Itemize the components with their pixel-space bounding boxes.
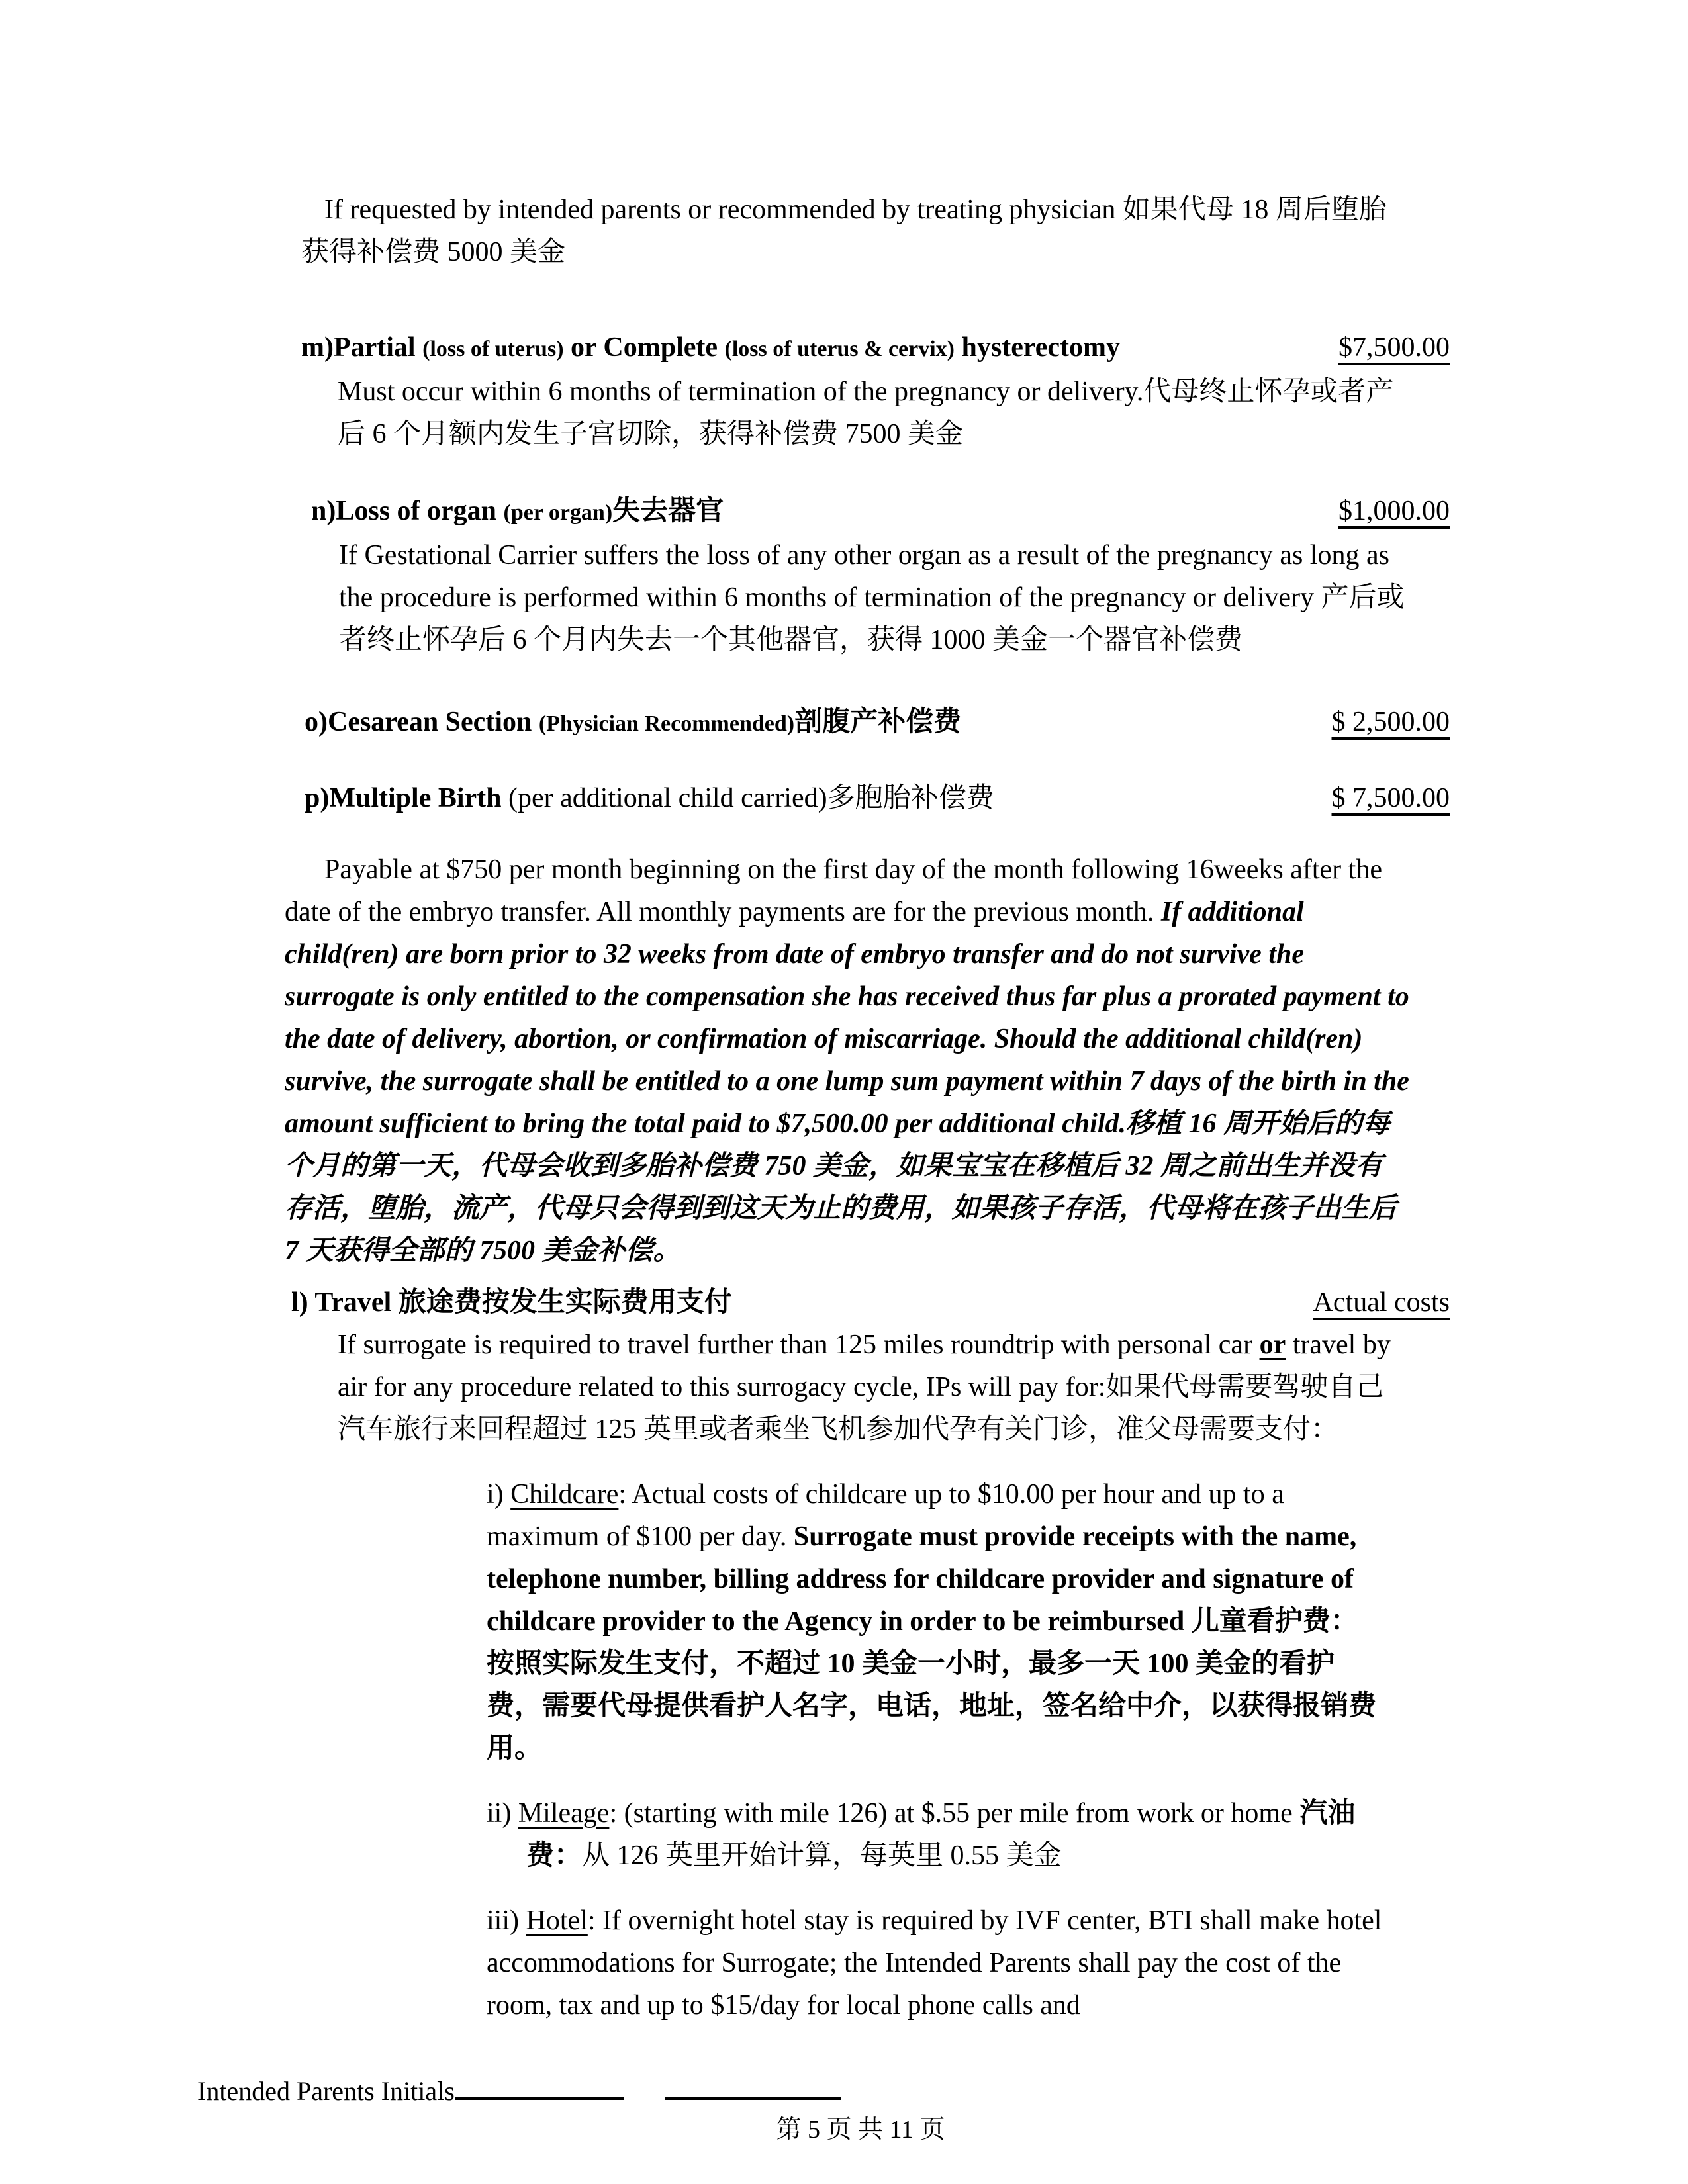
childcare-regular-text: : Actual costs of childcare up to $10.00 per hour and up to a maximum of $100 per day. (487, 1479, 1284, 1552)
childcare-word: Childcare (510, 1479, 619, 1510)
item-l-title: l) Travel 旅途费按发生实际费用支付 (291, 1287, 732, 1318)
item-n-body (339, 534, 1410, 661)
intended-parents-initials-label: Intended Parents Initials (197, 2076, 455, 2106)
sub-item-childcare (487, 1473, 1383, 1770)
item-m-title (301, 326, 1120, 371)
childcare-bold-en: Surrogate must provide receipts with the name, telephone number, billing address for childcare provider and signature of childcare provider to the Agency in order to be reimbursed (487, 1522, 1357, 1637)
item-n-label: n)Loss of organ (311, 496, 504, 526)
item-o-label: o)Cesarean Section (305, 707, 539, 737)
item-o-zh: 剖腹产补偿费 (794, 707, 962, 737)
item-n-body-text: If Gestational Carrier suffers the loss of any other organ as a result of the pregnancy as long as the procedure is performed within 6 months of termination of the pregnancy or delivery 产后或者终止怀孕后 6 个月内失去一个其他器官，获得 1000 美金一个器官补偿费 (339, 540, 1405, 655)
item-m-mid: or Complete (563, 332, 725, 363)
mileage-number: ii) (487, 1798, 518, 1829)
item-m-body-zh: 代母终止怀孕或者产后 6 个月额内发生子宫切除，获得补偿费 7500 美金 (338, 377, 1394, 449)
item-p-label: p)Multiple Birth (305, 783, 509, 813)
item-p-amount: $ 7,500.00 (1331, 783, 1450, 813)
item-n-paren: (per organ) (503, 500, 613, 525)
mileage-tail-text: 从 126 英里开始计算，每英里 0.55 美金 (582, 1841, 1062, 1871)
hotel-number: iii) (487, 1905, 526, 1936)
item-m-paren-2: (loss of uterus & cervix) (724, 337, 955, 361)
item-l-body-pre: If surrogate is required to travel further than 125 miles roundtrip with personal car (338, 1330, 1260, 1360)
item-n-amount: $1,000.00 (1338, 496, 1450, 526)
hotel-word: Hotel (526, 1905, 588, 1936)
item-l-amount: Actual costs (1313, 1287, 1450, 1318)
item-l-body-post: travel by air for any procedure related to this surrogacy cycle, IPs will pay for:如果代母需要驾驶自己 汽车旅行来回程超过 125 英里或者乘坐飞机参加代孕有关门诊，准父母需要支付： (338, 1330, 1391, 1445)
item-n-loss-of-organ-heading (311, 490, 1450, 534)
mileage-word: Mileage (518, 1798, 610, 1829)
footer-initials-row (197, 2070, 841, 2113)
item-p-title (305, 777, 994, 819)
mileage-regular-text: : (starting with mile 126) at $.55 per mile from work or home (609, 1798, 1300, 1829)
hotel-text: : If overnight hotel stay is required by IVF center, BTI shall make hotel accommodations for Surrogate; the Intended Parents shall pay the cost of the room, tax and up to $15/day for local phone calls and (487, 1905, 1382, 2021)
abortion-compensation-text: If requested by intended parents or recommended by treating physician 如果代母 18 周后堕胎获得补偿费 5000 美金 (301, 195, 1387, 267)
mileage-bold-zh: 汽油费： (526, 1798, 1356, 1871)
item-l-body (338, 1324, 1410, 1451)
payable-bold-italic-zh: 移植 16 周开始后的每个月的第一天，代母会收到多胎补偿费 750 美金，如果宝宝在移植后 32 周之前出生并没有存活，堕胎，流产，代母只会得到到这天为止的费用，如果孩子存活，代母将在孩子出生后 7 天获得全部的 7500 美金补偿。 (285, 1109, 1397, 1266)
item-m-amount: $7,500.00 (1338, 332, 1450, 363)
item-l-travel-heading (291, 1281, 1450, 1324)
item-p-multiple-birth-heading (305, 777, 1450, 819)
item-m-body-en: Must occur within 6 months of termination of the pregnancy or delivery. (338, 377, 1144, 407)
item-p-zh: 多胞胎补偿费 (827, 783, 994, 813)
sub-item-hotel (487, 1899, 1383, 2026)
item-m-body (338, 371, 1410, 455)
item-p-paren: (per additional child carried) (508, 783, 827, 813)
item-o-amount: $ 2,500.00 (1331, 707, 1450, 737)
payable-regular-text: Payable at $750 per month beginning on the first day of the month following 16weeks after the date of the embryo transfer. All monthly payments are for the previous month. (285, 854, 1382, 927)
item-n-zh: 失去器官 (612, 496, 724, 526)
item-m-label: m)Partial (301, 332, 423, 363)
initials-blank-field-1[interactable] (455, 2076, 624, 2100)
item-o-cesarean-heading (305, 701, 1450, 745)
item-o-title (305, 701, 961, 745)
multiple-birth-payment-paragraph (285, 848, 1410, 1272)
item-l-or: or (1259, 1330, 1286, 1360)
item-o-paren: (Physician Recommended) (538, 711, 795, 736)
item-m-hysterectomy-heading (301, 326, 1450, 371)
item-m-tail: hysterectomy (955, 332, 1120, 363)
childcare-number: i) (487, 1479, 511, 1510)
item-m-paren-1: (loss of uterus) (422, 337, 564, 361)
sub-item-mileage (487, 1792, 1383, 1877)
page-number: 第 5 页 共 11 页 (776, 2116, 945, 2144)
item-n-title (311, 490, 724, 534)
childcare-bold-zh: 儿童看护费：按照实际发生支付，不超过 10 美金一小时，最多一天 100 美金的看护费，需要代母提供看护人名字，电话，地址，签名给中介，以获得报销费用。 (487, 1606, 1377, 1764)
initials-blank-field-2[interactable] (665, 2076, 841, 2100)
abortion-compensation-paragraph (301, 0, 1403, 273)
payable-bold-italic-en: If additional child(ren) are born prior to 32 weeks from date of embryo transfer and do not survive the surrogate is only entitled to the compensation she has received thus far plus a prorated payment to the date of delivery, abortion, or confirmation of miscarriage. Should the additional child(ren) survive, the surrogate shall be entitled to a one lump sum payment within 7 days of the birth in the amount sufficient to bring the total paid to $7,500.00 per additional child. (285, 897, 1409, 1139)
